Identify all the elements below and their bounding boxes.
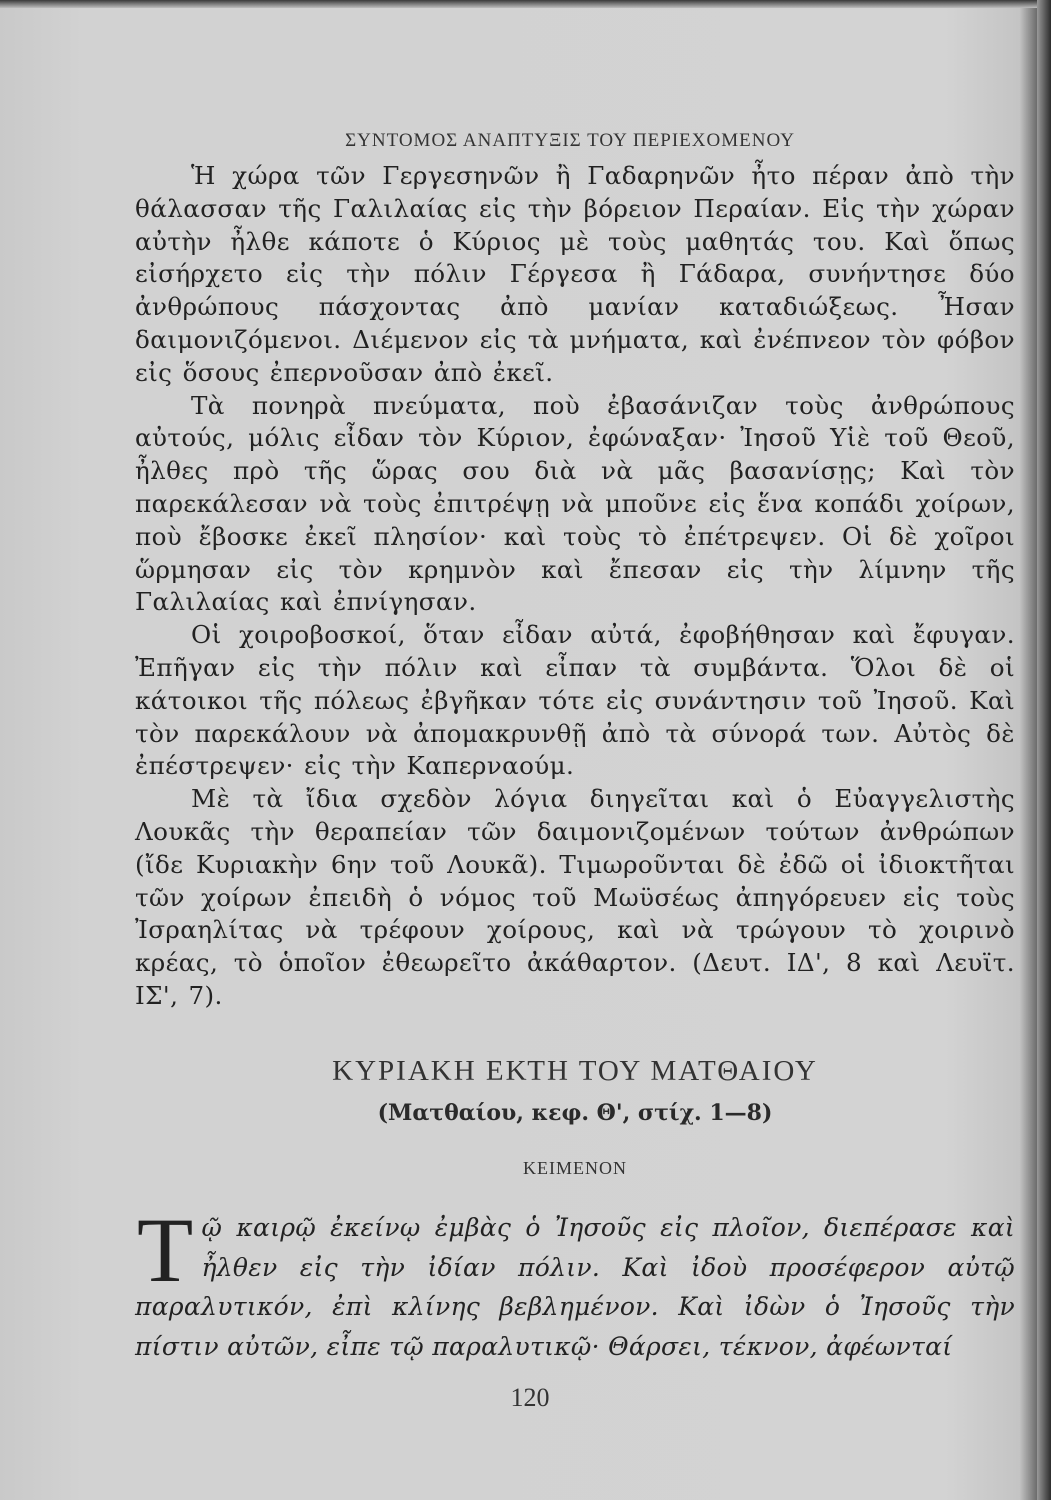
- chapter-reference: (Ματθαίου, κεφ. Θ', στίχ. 1—8): [377, 1100, 773, 1126]
- summary-body: [135, 160, 1015, 1013]
- paragraph-4: Μὲ τὰ ἴδια σχεδὸν λόγια διηγεῖται καὶ ὁ Εὐαγγελιστὴς Λουκᾶς τὴν θεραπείαν τῶν δαιμονιζομένων τούτων ἀνθρώπων (ἴδε Κυριακὴν 6ην τοῦ Λουκᾶ). Τιμωροῦνται δὲ ἐδῶ οἱ ἰδιοκτῆται τῶν χοίρων ἐπειδὴ ὁ νόμος τοῦ Μωϋσέως ἀπηγόρευεν εἰς τοὺς Ἰσραηλίτας νὰ τρέφουν χοίρους, καὶ νὰ τρώγουν τὸ χοιρινὸ κρέας, τὸ ὁποῖον ἐθεωρεῖτο ἀκάθαρτον. (Δευτ. ΙΔ', 8 καὶ Λευϊτ. ΙΣ', 7).: [135, 784, 1015, 1010]
- paragraph-3: Οἱ χοιροβοσκοί, ὅταν εἶδαν αὐτά, ἐφοβήθησαν καὶ ἔφυγαν. Ἐπῆγαν εἰς τὴν πόλιν καὶ εἶπαν τὰ συμβάντα. Ὅλοι δὲ οἱ κάτοικοι τῆς πόλεως ἐβγῆκαν τότε εἰς συνάντησιν τοῦ Ἰησοῦ. Καὶ τὸν παρεκάλουν νὰ ἀπομακρυνθῇ ἀπὸ τὰ σύνορά των. Αὐτὸς δὲ ἐπέστρεψεν· εἰς τὴν Καπερναούμ.: [135, 620, 1015, 781]
- running-head: ΣΥΝΤΟΜΟΣ ΑΝΑΠΤΥΞΙΣ ΤΟΥ ΠΕΡΙΕΧΟΜΕΝΟΥ: [345, 130, 795, 151]
- paragraph-2: Τὰ πονηρὰ πνεύματα, ποὺ ἐβασάνιζαν τοὺς ἀνθρώπους αὐτούς, μόλις εἶδαν τὸν Κύριον, ἐφώναξαν· Ἰησοῦ Υἱὲ τοῦ Θεοῦ, ἦλθες πρὸ τῆς ὥρας σου διὰ νὰ μᾶς βασανίσῃς; Καὶ τὸν παρεκάλεσαν νὰ τοὺς ἐπιτρέψῃ νὰ μποῦνε εἰς ἕνα κοπάδι χοίρων, ποὺ ἔβοσκε ἐκεῖ πλησίον· καὶ τοὺς τὸ ἐπέτρεψεν. Οἱ δὲ χοῖροι ὥρμησαν εἰς τὸν κρημνὸν καὶ ἔπεσαν εἰς τὴν λίμνην τῆς Γαλιλαίας καὶ ἐπνίγησαν.: [135, 390, 1015, 617]
- page-top-edge: [0, 0, 1051, 8]
- chapter-title: ΚΥΡΙΑΚΗ ΕΚΤΗ ΤΟΥ ΜΑΤΘΑΙΟΥ: [332, 1055, 818, 1087]
- paragraph-1: Ἡ χώρα τῶν Γεργεσηνῶν ἢ Γαδαρηνῶν ἦτο πέραν ἀπὸ τὴν θάλασσαν τῆς Γαλιλαίας εἰς τὴν βόρειον Περαίαν. Εἰς τὴν χώραν αὐτὴν ἦλθε κάποτε ὁ Κύριος μὲ τοὺς μαθητάς του. Καὶ ὅπως εἰσήρχετο εἰς τὴν πόλιν Γέργεσα ἢ Γάδαρα, συνήντησε δύο ἀνθρώπους πάσχοντας ἀπὸ μανίαν καταδιώξεως. Ἦσαν δαιμονιζόμενοι. Διέμενον εἰς τὰ μνήματα, καὶ ἐνέπνεον τὸν φόβον εἰς ὅσους ἐπερνοῦσαν ἀπὸ ἐκεῖ.: [135, 161, 1015, 387]
- page-number: 120: [510, 1383, 550, 1412]
- scripture-text: [135, 1199, 1015, 1366]
- section-label: ΚΕΙΜΕΝΟΝ: [523, 1158, 627, 1178]
- drop-cap: Τ: [137, 1199, 194, 1301]
- scripture-body: ῷ καιρῷ ἐκείνῳ ἐμβὰς ὁ Ἰησοῦς εἰς πλοῖον, διεπέρασε καὶ ἦλθεν εἰς τὴν ἰδίαν πόλιν. Καὶ ἰδοὺ προσέφερον αὐτῷ παραλυτικόν, ἐπὶ κλίνης βεβλημένον. Καὶ ἰδὼν ὁ Ἰησοῦς τὴν πίστιν αὐτῶν, εἶπε τῷ παραλυτικῷ· Θάρσει, τέκνον, ἀφέωνταί: [135, 1213, 1015, 1361]
- page-binding-shadow: [1037, 0, 1051, 1500]
